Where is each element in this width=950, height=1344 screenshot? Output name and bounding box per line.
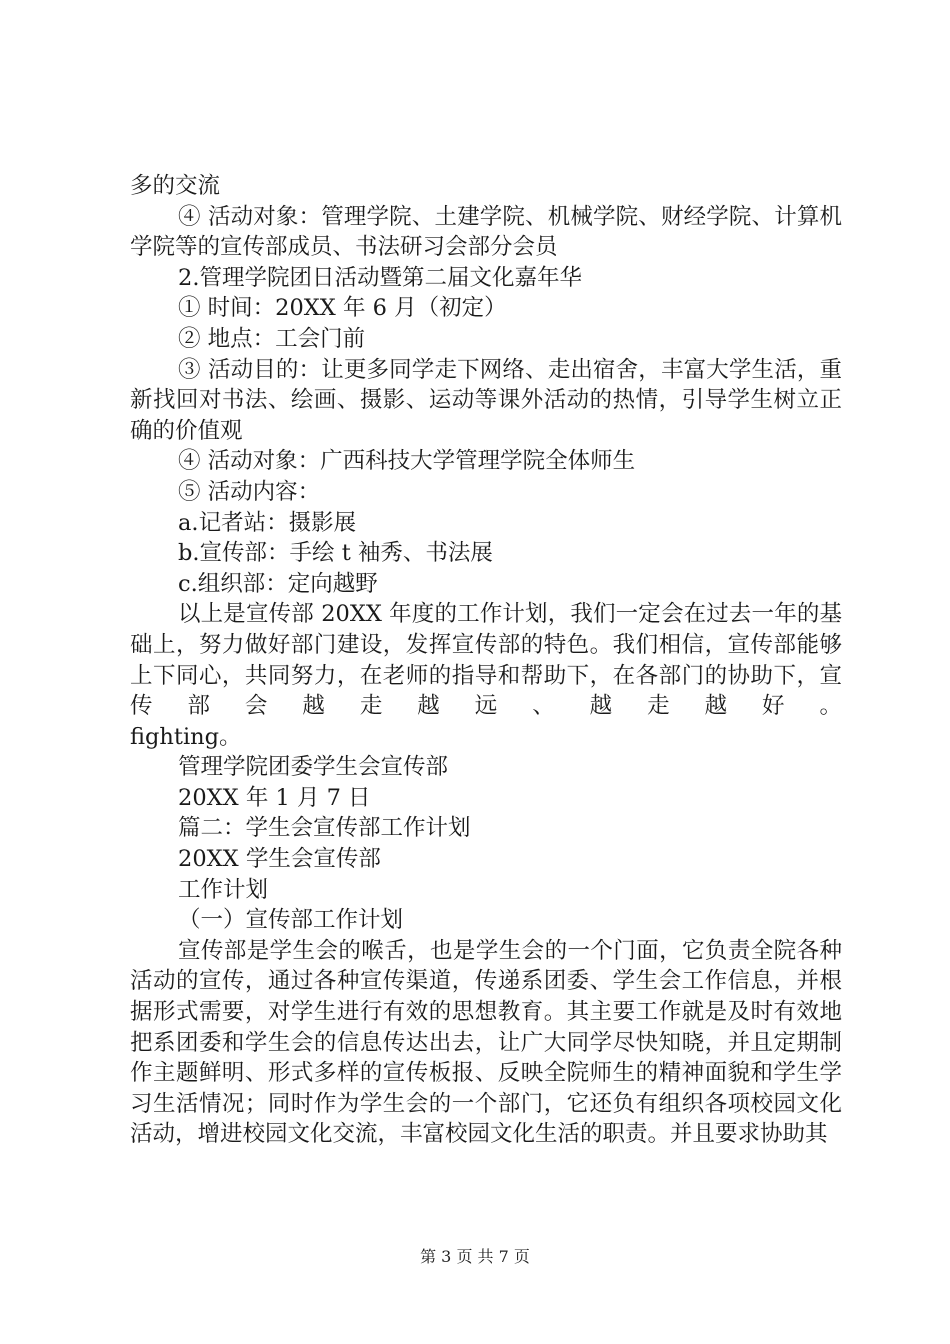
section-heading-one: （一）宣传部工作计划 — [178, 907, 404, 934]
list-item-organization-dept: c.组织部：定向越野 — [178, 570, 378, 597]
paragraph-summary: 以上是宣传部 20XX 年度的工作计划，我们一定会在过去一年的基础上，努力做好部门建设，发挥宣传部的特色。我们相信，宣传部能够上下同心，共同努力，在老师的指导和帮助下，在各部门的协助下，宣传部会越走越远、越走越好。 — [130, 601, 842, 720]
signature-organization: 管理学院团委学生会宣传部 — [178, 754, 449, 781]
section-subtitle-work-plan: 工作计划 — [178, 876, 269, 903]
list-item-reporter-station: a.记者站：摄影展 — [178, 509, 357, 536]
paragraph-fighting: fighting。 — [130, 723, 242, 750]
paragraph-activity-target-1: ④ 活动对象：管理学院、土建学院、机械学院、财经学院、计算机学院等的宣传部成员、书法研习会部分会员 — [130, 203, 842, 261]
paragraph-activity-content: ⑤ 活动内容： — [178, 478, 321, 505]
document-body — [130, 171, 842, 1150]
paragraph-activity-target-2: ④ 活动对象：广西科技大学管理学院全体师生 — [178, 448, 636, 475]
paragraph-continuation: 多的交流 — [130, 173, 221, 199]
paragraph-event-title: 2.管理学院团日活动暨第二届文化嘉年华 — [178, 264, 582, 291]
paragraph-event-location: ② 地点：工会门前 — [178, 325, 366, 352]
paragraph-publicity-description: 宣传部是学生会的喉舌，也是学生会的一个门面，它负责全院各种活动的宣传，通过各种宣传渠道，传递系团委、学生会工作信息，并根据形式需要，对学生进行有效的思想教育。其主要工作就是及时有效地把系团委和学生会的信息传达出去，让广大同学尽快知晓，并且定期制作主题鲜明、形式多样的宣传板报、反映全院师生的精神面貌和学生学习生活情况；同时作为学生会的一个部门，它还负有组织各项校园文化活动，增进校园文化交流，丰富校园文化生活的职责。并且要求协助其 — [130, 937, 842, 1148]
paragraph-event-time: ① 时间：20XX 年 6 月（初定） — [178, 295, 507, 322]
signature-date: 20XX 年 1 月 7 日 — [178, 784, 371, 811]
paragraph-event-purpose: ③ 活动目的：让更多同学走下网络、走出宿舍，丰富大学生活，重新找回对书法、绘画、摄影、运动等课外活动的热情，引导学生树立正确的价值观 — [130, 356, 842, 444]
section-subtitle: 20XX 学生会宣传部 — [178, 846, 381, 873]
list-item-publicity-dept: b.宣传部：手绘 t 袖秀、书法展 — [178, 540, 493, 567]
page-footer: 第 3 页 共 7 页 — [420, 1247, 530, 1266]
section-heading-part-two: 篇二：学生会宣传部工作计划 — [178, 815, 471, 842]
